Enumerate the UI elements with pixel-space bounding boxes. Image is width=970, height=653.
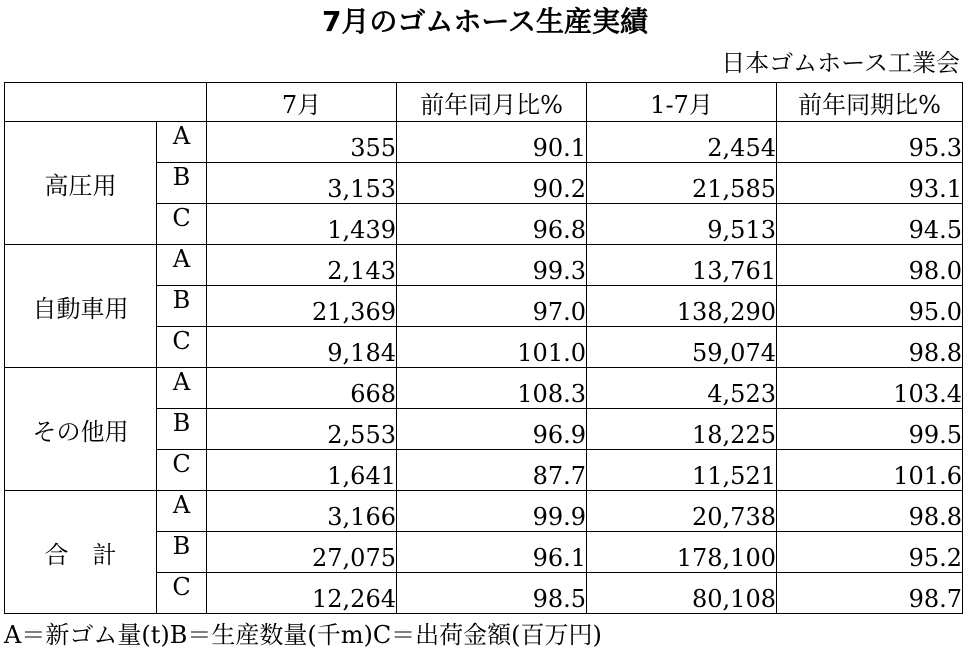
ytd-value: 138,290 xyxy=(587,286,777,327)
ytd-yoy-value: 98.0 xyxy=(777,245,963,286)
header-ytd: 1-7月 xyxy=(587,83,777,122)
ytd-yoy-value: 93.1 xyxy=(777,163,963,204)
month-value: 355 xyxy=(207,122,397,163)
month-yoy-value: 96.8 xyxy=(397,204,587,245)
header-month: 7月 xyxy=(207,83,397,122)
month-yoy-value: 90.1 xyxy=(397,122,587,163)
ytd-yoy-value: 94.5 xyxy=(777,204,963,245)
unit-label: B xyxy=(157,286,207,327)
ytd-value: 2,454 xyxy=(587,122,777,163)
ytd-value: 18,225 xyxy=(587,409,777,450)
ytd-yoy-value: 101.6 xyxy=(777,450,963,491)
month-value: 1,439 xyxy=(207,204,397,245)
month-yoy-value: 87.7 xyxy=(397,450,587,491)
month-yoy-value: 99.3 xyxy=(397,245,587,286)
unit-label: A xyxy=(157,368,207,409)
table-row xyxy=(5,491,963,532)
category-label: 高圧用 xyxy=(5,122,157,245)
category-label: 自動車用 xyxy=(5,245,157,368)
ytd-yoy-value: 99.5 xyxy=(777,409,963,450)
unit-label: A xyxy=(157,122,207,163)
month-yoy-value: 99.9 xyxy=(397,491,587,532)
ytd-value: 178,100 xyxy=(587,532,777,573)
organization-name: 日本ゴムホース工業会 xyxy=(721,49,960,77)
category-label: その他用 xyxy=(5,368,157,491)
month-value: 12,264 xyxy=(207,573,397,614)
month-value: 9,184 xyxy=(207,327,397,368)
ytd-value: 4,523 xyxy=(587,368,777,409)
month-value: 2,553 xyxy=(207,409,397,450)
unit-label: B xyxy=(157,532,207,573)
table-row xyxy=(5,368,963,409)
month-yoy-value: 96.1 xyxy=(397,532,587,573)
unit-label: A xyxy=(157,491,207,532)
ytd-value: 13,761 xyxy=(587,245,777,286)
ytd-yoy-value: 95.3 xyxy=(777,122,963,163)
ytd-value: 80,108 xyxy=(587,573,777,614)
ytd-value: 59,074 xyxy=(587,327,777,368)
ytd-value: 21,585 xyxy=(587,163,777,204)
table-row xyxy=(5,122,963,163)
month-value: 3,166 xyxy=(207,491,397,532)
page-title: 7月のゴムホース生産実績 xyxy=(321,5,649,38)
header-row xyxy=(5,83,963,122)
ytd-yoy-value: 103.4 xyxy=(777,368,963,409)
footnote: A＝新ゴム量(t)B＝生産数量(千m)C＝出荷金額(百万円) xyxy=(4,621,602,649)
unit-label: B xyxy=(157,409,207,450)
month-value: 668 xyxy=(207,368,397,409)
table-row xyxy=(5,245,963,286)
ytd-yoy-value: 95.0 xyxy=(777,286,963,327)
unit-label: C xyxy=(157,204,207,245)
header-month-yoy: 前年同月比% xyxy=(397,83,587,122)
ytd-value: 9,513 xyxy=(587,204,777,245)
ytd-yoy-value: 98.8 xyxy=(777,327,963,368)
production-table xyxy=(4,82,963,614)
ytd-yoy-value: 98.7 xyxy=(777,573,963,614)
header-blank-cell xyxy=(5,83,207,122)
month-yoy-value: 108.3 xyxy=(397,368,587,409)
unit-label: B xyxy=(157,163,207,204)
category-label: 合 計 xyxy=(5,491,157,614)
unit-label: C xyxy=(157,327,207,368)
month-yoy-value: 96.9 xyxy=(397,409,587,450)
header-ytd-yoy: 前年同期比% xyxy=(777,83,963,122)
month-yoy-value: 97.0 xyxy=(397,286,587,327)
ytd-value: 11,521 xyxy=(587,450,777,491)
ytd-yoy-value: 98.8 xyxy=(777,491,963,532)
month-value: 2,143 xyxy=(207,245,397,286)
month-value: 21,369 xyxy=(207,286,397,327)
ytd-value: 20,738 xyxy=(587,491,777,532)
month-value: 3,153 xyxy=(207,163,397,204)
month-value: 27,075 xyxy=(207,532,397,573)
month-yoy-value: 98.5 xyxy=(397,573,587,614)
month-yoy-value: 101.0 xyxy=(397,327,587,368)
month-yoy-value: 90.2 xyxy=(397,163,587,204)
month-value: 1,641 xyxy=(207,450,397,491)
unit-label: C xyxy=(157,573,207,614)
ytd-yoy-value: 95.2 xyxy=(777,532,963,573)
unit-label: C xyxy=(157,450,207,491)
unit-label: A xyxy=(157,245,207,286)
